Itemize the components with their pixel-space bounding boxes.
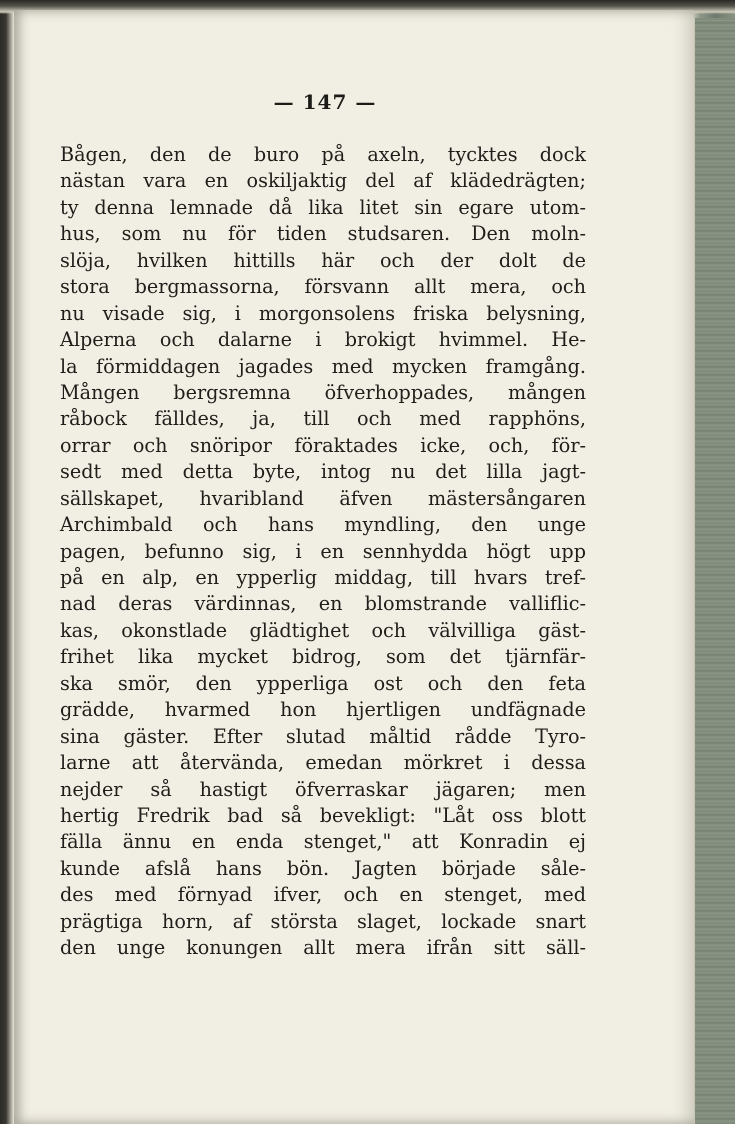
text-line: nästan vara en oskiljaktig del af klädedrägten; xyxy=(60,169,586,193)
text-line: kunde afslå hans bön. Jagten började såle- xyxy=(60,856,586,880)
text-line: Mången bergsremna öfverhoppades, mången xyxy=(60,380,586,404)
text-line: på en alp, en ypperlig middag, till hvars tref- xyxy=(60,566,586,589)
text-line: larne att återvända, emedan mörkret i dessa xyxy=(60,751,586,775)
text-line: des med förnyad ifver, och en stenget, med xyxy=(60,883,586,907)
text-line: kas, okonstlade glädtighet och välvilliga gäst- xyxy=(60,618,586,642)
text-line: ty denna lemnade då lika litet sin egare utom- xyxy=(60,195,586,219)
text-line: hus, som nu för tiden studsaren. Den moln- xyxy=(60,222,586,246)
text-line: sina gäster. Efter slutad måltid rådde Tyro- xyxy=(60,724,586,748)
text-line: nad deras värdinnas, en blomstrande valliflic- xyxy=(60,592,586,616)
text-line: den unge konungen allt mera ifrån sitt säll- xyxy=(60,936,586,960)
text-line: orrar och snöripor föraktades icke, och, för- xyxy=(60,433,586,457)
text-line: nejder så hastigt öfverraskar jägaren; men xyxy=(60,777,586,801)
text-line: Archimbald och hans myndling, den unge xyxy=(60,513,586,537)
text-line: pagen, befunno sig, i en sennhydda högt upp xyxy=(60,539,586,563)
text-line: slöja, hvilken hittills här och der dolt de xyxy=(60,248,586,272)
text-line: prägtiga horn, af största slaget, lockade snart xyxy=(60,909,586,933)
body-text xyxy=(60,142,586,962)
text-line: ska smör, den ypperliga ost och den feta xyxy=(60,671,586,695)
text-line: nu visade sig, i morgonsolens friska belysning, xyxy=(60,301,586,325)
text-line: hertig Fredrik bad så bevekligt: "Låt oss blott xyxy=(60,803,586,827)
text-line: sällskapet, hvaribland äfven mästersångaren xyxy=(60,486,586,510)
text-line: Bågen, den de buro på axeln, tycktes dock xyxy=(60,143,586,166)
book-cover-edge xyxy=(695,18,735,1124)
text-line: stora bergmassorna, försvann allt mera, och xyxy=(60,275,586,299)
text-line: grädde, hvarmed hon hjertligen undfägnade xyxy=(60,698,586,722)
text-line: la förmiddagen jagades med mycken framgång. xyxy=(60,354,586,378)
text-line: sedt med detta byte, intog nu det lilla jagt- xyxy=(60,460,586,484)
text-line: råbock fälldes, ja, till och med rapphöns, xyxy=(60,407,586,431)
page-number: — 147 — xyxy=(273,90,377,114)
text-line: Alperna och dalarne i brokigt hvimmel. He- xyxy=(60,328,586,352)
text-line: fälla ännu en enda stenget," att Konradin ej xyxy=(60,830,586,854)
text-line: frihet lika mycket bidrog, som det tjärnfär- xyxy=(60,645,586,669)
